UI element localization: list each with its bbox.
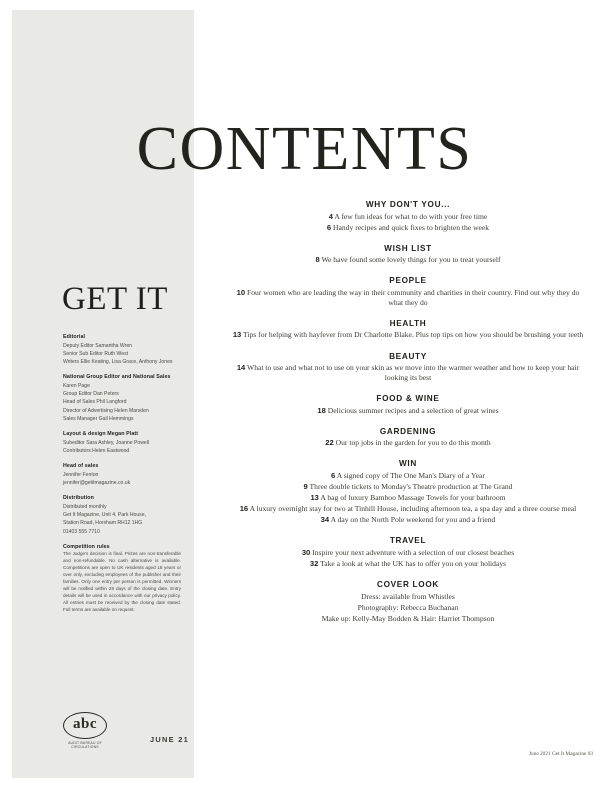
entry-page-number: 13 — [310, 493, 319, 503]
colophon-line: Jennifer Fenton — [63, 471, 99, 478]
colophon-heading: Head of sales — [63, 463, 99, 470]
entry-text: Handy recipes and quick fixes to brighten the week — [333, 222, 490, 232]
section-heading: WISH LIST — [384, 243, 432, 253]
footer-credit: June 2021 Get It Magazine 03 — [529, 751, 593, 757]
abc-logo-subtext: AUDIT BUREAU OF CIRCULATIONS — [68, 741, 102, 749]
entry-text: Photography: Rebecca Buchanan — [357, 602, 459, 612]
colophon-line: Subeditor Sara Ashley, Joanne Powell — [63, 439, 149, 446]
entry-text: Make up: Kelly-May Bodden & Hair: Harriet Thompson — [321, 613, 495, 623]
contents-section — [232, 200, 584, 233]
section-heading: PEOPLE — [389, 276, 427, 286]
colophon-line: Station Road, Horsham RH12 1HG — [63, 520, 143, 527]
entry-page-number: 32 — [309, 559, 319, 568]
section-heading: WHY DON'T YOU... — [365, 200, 451, 209]
competition-rules-text: The Judge's decision is final. Prizes are non-transferable and non-refundable. No cash alternative is available. Competitions are open to UK residents aged 18 years or over only, excluding employees of the publisher and their families. Only one entry per person is permitted. Winners will be notified within 28 days of the closing date. Entry details will be used in accordance with our privacy policy. All entries must be received by the closing date stated. Full terms are available on request. — [63, 551, 181, 612]
contents-section — [232, 352, 584, 384]
entry-text: A few fun ideas for what to do with your free time — [334, 211, 488, 221]
entry-text: What to use and what not to use on your skin as we move into the warmer weather and how to keep your hair looking its best — [247, 363, 580, 383]
contents-entry[interactable] — [232, 363, 584, 383]
colophon-line: Deputy Editor Samantha Wren — [63, 342, 132, 349]
colophon-line: Group Editor Dan Peters — [63, 391, 119, 398]
entry-page-number: 8 — [315, 255, 320, 265]
entry-text: Our top jobs in the garden for you to do this month — [335, 438, 491, 448]
entry-text: Delicious summer recipes and a selection of great wines — [327, 405, 499, 415]
section-heading: HEALTH — [389, 318, 427, 328]
section-heading: FOOD & WINE — [376, 394, 440, 404]
colophon-line: Contributors Helen Eastwood — [63, 447, 130, 454]
entry-page-number: 30 — [301, 547, 311, 557]
entry-page-number: 13 — [232, 330, 242, 340]
contents-section — [232, 394, 584, 416]
colophon-line: Distributed monthly — [63, 503, 107, 510]
competition-rules-heading: Competition rules — [63, 543, 110, 550]
entry-text: Three double tickets to Monday's Theatre production at The Grand — [309, 482, 513, 492]
contents-entry[interactable] — [232, 223, 584, 233]
colophon-block — [63, 333, 181, 366]
issue-date: JUNE 21 — [150, 735, 190, 744]
entry-page-number: 14 — [236, 363, 246, 373]
entry-text: A luxury overnight stay for two at Tinhill House, including afternoon tea, a spa day and a three course meal — [249, 504, 577, 514]
entry-page-number: 10 — [236, 287, 246, 297]
colophon-line: Karen Page — [63, 382, 90, 389]
contents-section — [232, 536, 584, 569]
colophon-heading: Distribution — [63, 495, 94, 502]
section-heading: COVER LOOK — [376, 580, 440, 590]
entry-page-number: 34 — [320, 515, 330, 525]
entry-text: We have found some lovely things for you to treat yourself — [321, 255, 501, 265]
abc-logo — [63, 712, 109, 752]
entry-page-number: 6 — [331, 470, 336, 480]
entry-page-number: 22 — [325, 438, 334, 448]
colophon-line: Get It Magazine, Unit 4, Park House, — [63, 512, 146, 519]
contents-entry[interactable] — [232, 406, 584, 416]
page-title: CONTENTS — [136, 115, 473, 183]
section-heading: WIN — [398, 459, 417, 469]
contents-entry — [232, 592, 584, 602]
colophon-line: Head of Sales Phil Langford — [63, 399, 127, 406]
contents-section — [232, 319, 584, 341]
contents-entry[interactable] — [232, 212, 584, 222]
entry-page-number: 18 — [317, 405, 326, 415]
masthead-title: GET IT — [62, 281, 168, 317]
entry-text: Inspire your next adventure with a selection of our closest beaches — [312, 547, 515, 557]
colophon-line: Writers Ellie Keating, Lisa Grace, Anthony Jones — [63, 359, 173, 366]
colophon-line: jennifer@getitmagazine.co.uk — [63, 480, 131, 487]
entry-page-number: 16 — [239, 504, 249, 514]
colophon-line: 01403 555 7710 — [63, 528, 100, 535]
contents-entry[interactable] — [232, 515, 584, 525]
contents-entry[interactable] — [232, 438, 584, 448]
abc-logo-text: abc — [73, 716, 97, 732]
contents-section — [232, 459, 584, 525]
contents-section — [232, 276, 584, 308]
contents-entry[interactable] — [232, 548, 584, 558]
entry-text: A signed copy of The One Man's Diary of a Year — [336, 470, 485, 480]
entry-page-number: 6 — [326, 222, 332, 232]
contents-entry — [232, 614, 584, 624]
section-heading: TRAVEL — [389, 536, 427, 546]
contents-section — [232, 427, 584, 449]
colophon-line: Sales Manager Gail Hemmings — [63, 415, 134, 422]
entry-text: Tips for helping with hayfever from Dr Charlotte Blake. Plus top tips on how you should be brushing your teeth — [243, 330, 584, 340]
colophon-block — [63, 430, 181, 455]
contents-entry[interactable] — [232, 559, 584, 569]
colophon-block — [63, 373, 181, 423]
colophon-line: Director of Advertising Helen Marsden — [63, 407, 149, 414]
contents-entry[interactable] — [232, 288, 584, 308]
entry-text: A day on the North Pole weekend for you and a friend — [330, 515, 496, 525]
colophon-heading: Editorial — [63, 334, 86, 340]
contents-entry[interactable] — [232, 493, 584, 503]
colophon-block — [63, 494, 181, 536]
colophon-line: Senior Sub Editor Ruth West — [63, 350, 129, 357]
contents-entry — [232, 603, 584, 613]
contents-list — [232, 200, 584, 635]
entry-page-number: 4 — [328, 211, 333, 221]
contents-section — [232, 580, 584, 624]
colophon-block — [63, 462, 181, 487]
contents-entry[interactable] — [232, 471, 584, 481]
section-heading: BEAUTY — [389, 351, 427, 361]
entry-text: A bag of luxury Bamboo Massage Towels for your bathroom — [320, 493, 506, 503]
contents-entry[interactable] — [232, 330, 584, 340]
entry-text: Take a look at what the UK has to offer you on your holidays — [320, 559, 507, 568]
entry-text: Dress: available from Whistles — [361, 591, 455, 601]
entry-text: Four women who are leading the way in their community and charities in their country. Find out why they do what they do — [247, 287, 580, 307]
competition-rules-block — [63, 543, 181, 614]
contents-entry[interactable] — [232, 255, 584, 265]
section-heading: GARDENING — [379, 426, 437, 436]
entry-page-number: 9 — [303, 482, 308, 492]
colophon — [63, 333, 181, 620]
colophon-heading: National Group Editor and National Sales — [63, 374, 171, 381]
contents-entry[interactable] — [232, 504, 584, 514]
colophon-heading: Layout & design Megan Platt — [63, 431, 139, 438]
contents-section — [232, 244, 584, 266]
contents-entry[interactable] — [232, 482, 584, 492]
